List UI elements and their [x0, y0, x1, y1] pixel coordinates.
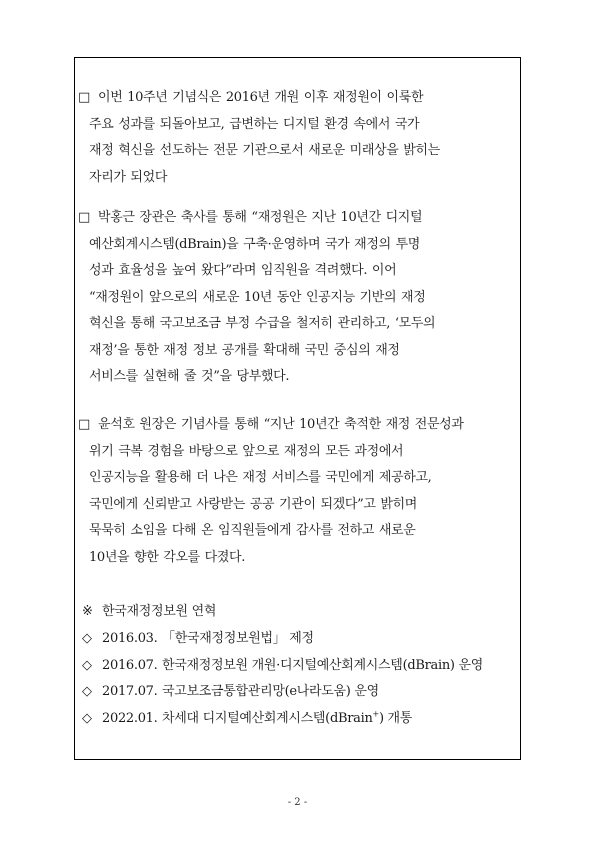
paragraph-president-speech	[78, 412, 516, 571]
paragraph-line: 위기 극복 경험을 바탕으로 앞으로 재정의 모든 과정에서	[89, 443, 404, 459]
page-number: - 2 -	[287, 797, 308, 808]
superscript-plus: +	[372, 709, 379, 719]
history-item	[82, 626, 516, 653]
paragraph-line: 서비스를 실현해 줄 것”을 당부했다.	[89, 369, 290, 384]
checkbox-bullet-icon: □	[78, 417, 90, 432]
history-date: 2016.03.	[102, 630, 158, 646]
paragraph-line: 주요 성과를 되돌아보고, 급변하는 디지털 환경 속에서 국가	[89, 116, 420, 132]
history-heading: ※ 한국재정정보원 연혁	[82, 599, 516, 626]
history-item	[82, 653, 516, 680]
history-text: 국고보조금통합관리망(e나라도움) 운영	[162, 684, 379, 700]
paragraph-line: 혁신을 통해 국고보조금 부정 수급을 철저히 관리하고, ‘모두의	[89, 316, 436, 331]
paragraph-line: □ 윤석호 원장은 기념사를 통해 “지난 10년간 축적한 재정 전문성과	[78, 412, 516, 439]
history-item	[82, 706, 516, 733]
paragraph-anniversary	[78, 85, 516, 191]
paragraph-line: □ 이번 10주년 기념식은 2016년 개원 이후 재정원이 이룩한	[78, 85, 516, 112]
paragraph-line: 재정’을 통한 재정 정보 공개를 확대해 국민 중심의 재정	[89, 342, 400, 358]
paragraph-line: 인공지능을 활용해 더 나은 재정 서비스를 국민에게 제공하고,	[89, 470, 432, 485]
reference-mark-icon: ※	[82, 604, 93, 619]
history-text: 한국재정정보원 개원·디지털예산회계시스템(dBrain) 운영	[162, 657, 484, 673]
history-date: 2017.07.	[102, 684, 158, 700]
paragraph-line: □ 박홍근 장관은 축사를 통해 “재정원은 지난 10년간 디지털	[78, 205, 516, 232]
checkbox-bullet-icon: □	[78, 210, 90, 225]
paragraph-line: 묵묵히 소임을 다해 온 임직원들에게 감사를 전하고 새로운	[89, 523, 416, 538]
paragraph-line: 10년을 향한 각오를 다졌다.	[89, 549, 246, 565]
history-item	[82, 679, 516, 706]
checkbox-bullet-icon: □	[78, 90, 90, 105]
history-section	[82, 599, 516, 733]
paragraph-minister-speech	[78, 205, 516, 391]
paragraph-line: 예산회계시스템(dBrain)을 구축·운영하며 국가 재정의 투명	[89, 236, 420, 252]
diamond-bullet-icon: ◇	[82, 684, 92, 700]
paragraph-line: 자리가 되었다	[89, 169, 168, 185]
history-date: 2022.01.	[102, 711, 158, 727]
diamond-bullet-icon: ◇	[82, 630, 92, 646]
diamond-bullet-icon: ◇	[82, 711, 92, 727]
history-text: 「한국재정정보원법」 제정	[162, 630, 314, 646]
paragraph-line: 국민에게 신뢰받고 사랑받는 공공 기관이 되겠다”고 밝히며	[89, 496, 417, 512]
history-text: 차세대 디지털예산회계시스템(dBrain+) 개통	[162, 709, 413, 727]
paragraph-line: 재정 혁신을 선도하는 전문 기관으로서 새로운 미래상을 밝히는	[89, 143, 440, 158]
paragraph-line: “재정원이 앞으로의 새로운 10년 동안 인공지능 기반의 재정	[89, 289, 426, 305]
paragraph-line: 성과 효율성을 높여 왔다”라며 임직원을 격려했다. 이어	[89, 263, 397, 278]
history-date: 2016.07.	[102, 657, 158, 673]
diamond-bullet-icon: ◇	[82, 657, 92, 673]
